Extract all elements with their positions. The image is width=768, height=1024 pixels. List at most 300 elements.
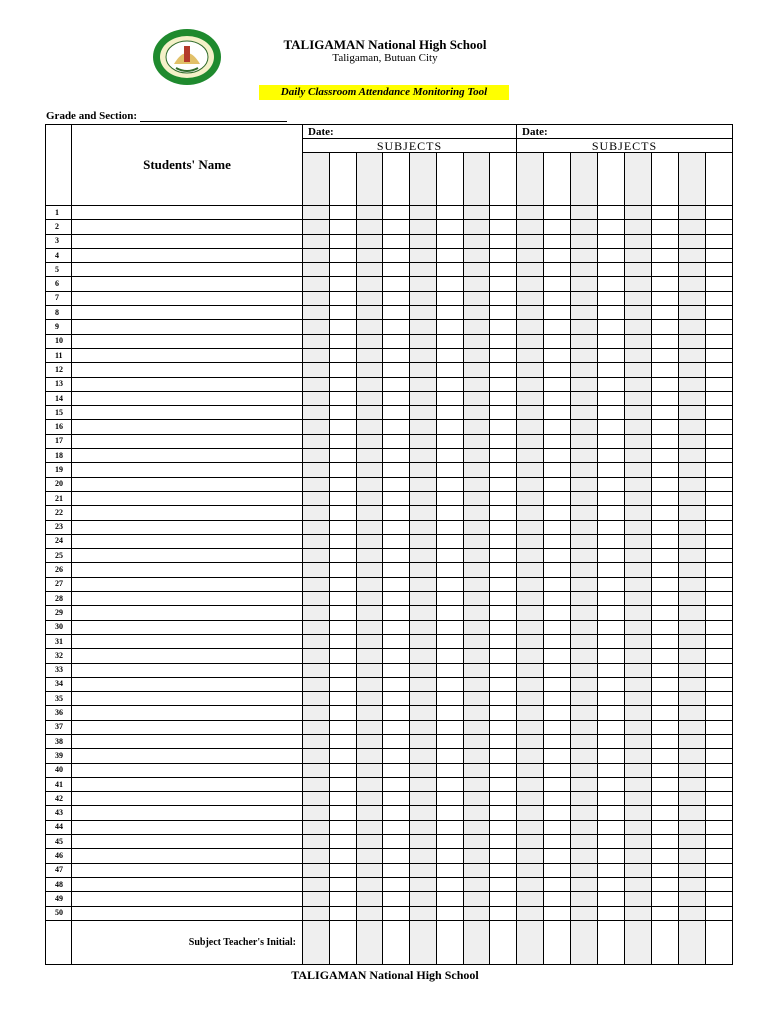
attendance-cell[interactable] xyxy=(598,777,625,791)
attendance-cell[interactable] xyxy=(544,777,571,791)
attendance-cell[interactable] xyxy=(383,463,410,477)
attendance-cell[interactable] xyxy=(490,320,517,334)
attendance-cell[interactable] xyxy=(706,391,733,405)
attendance-cell[interactable] xyxy=(383,520,410,534)
attendance-cell[interactable] xyxy=(490,449,517,463)
attendance-cell[interactable] xyxy=(517,449,544,463)
attendance-cell[interactable] xyxy=(463,649,490,663)
attendance-cell[interactable] xyxy=(571,749,598,763)
subject-name-cell[interactable] xyxy=(410,153,437,206)
attendance-cell[interactable] xyxy=(463,877,490,891)
attendance-cell[interactable] xyxy=(463,634,490,648)
student-name-cell[interactable] xyxy=(72,792,303,806)
attendance-cell[interactable] xyxy=(652,649,679,663)
attendance-cell[interactable] xyxy=(517,391,544,405)
grade-section-field[interactable] xyxy=(46,110,287,122)
attendance-cell[interactable] xyxy=(625,792,652,806)
attendance-cell[interactable] xyxy=(303,592,330,606)
attendance-cell[interactable] xyxy=(571,577,598,591)
attendance-cell[interactable] xyxy=(436,763,463,777)
attendance-cell[interactable] xyxy=(356,677,383,691)
attendance-cell[interactable] xyxy=(383,234,410,248)
attendance-cell[interactable] xyxy=(598,606,625,620)
attendance-cell[interactable] xyxy=(679,649,706,663)
attendance-cell[interactable] xyxy=(706,620,733,634)
attendance-cell[interactable] xyxy=(463,777,490,791)
attendance-cell[interactable] xyxy=(652,677,679,691)
attendance-cell[interactable] xyxy=(436,263,463,277)
attendance-cell[interactable] xyxy=(544,206,571,220)
attendance-cell[interactable] xyxy=(625,377,652,391)
attendance-cell[interactable] xyxy=(329,534,356,548)
attendance-cell[interactable] xyxy=(303,363,330,377)
attendance-cell[interactable] xyxy=(303,534,330,548)
attendance-cell[interactable] xyxy=(383,549,410,563)
attendance-cell[interactable] xyxy=(517,563,544,577)
attendance-cell[interactable] xyxy=(356,549,383,563)
attendance-cell[interactable] xyxy=(652,863,679,877)
attendance-cell[interactable] xyxy=(517,692,544,706)
attendance-cell[interactable] xyxy=(329,906,356,920)
attendance-cell[interactable] xyxy=(652,534,679,548)
attendance-cell[interactable] xyxy=(410,806,437,820)
attendance-cell[interactable] xyxy=(652,877,679,891)
attendance-cell[interactable] xyxy=(410,663,437,677)
attendance-cell[interactable] xyxy=(303,849,330,863)
attendance-cell[interactable] xyxy=(490,534,517,548)
attendance-cell[interactable] xyxy=(410,234,437,248)
attendance-cell[interactable] xyxy=(598,463,625,477)
attendance-cell[interactable] xyxy=(598,577,625,591)
attendance-cell[interactable] xyxy=(544,577,571,591)
attendance-cell[interactable] xyxy=(490,291,517,305)
attendance-cell[interactable] xyxy=(679,491,706,505)
attendance-cell[interactable] xyxy=(329,220,356,234)
attendance-cell[interactable] xyxy=(356,563,383,577)
attendance-cell[interactable] xyxy=(383,534,410,548)
attendance-cell[interactable] xyxy=(356,906,383,920)
attendance-cell[interactable] xyxy=(679,477,706,491)
attendance-cell[interactable] xyxy=(517,520,544,534)
attendance-cell[interactable] xyxy=(679,677,706,691)
attendance-cell[interactable] xyxy=(410,577,437,591)
attendance-cell[interactable] xyxy=(706,363,733,377)
attendance-cell[interactable] xyxy=(329,849,356,863)
attendance-cell[interactable] xyxy=(652,463,679,477)
attendance-cell[interactable] xyxy=(706,592,733,606)
grade-section-blank[interactable] xyxy=(140,110,287,122)
attendance-cell[interactable] xyxy=(410,306,437,320)
attendance-cell[interactable] xyxy=(410,348,437,362)
student-name-cell[interactable] xyxy=(72,734,303,748)
attendance-cell[interactable] xyxy=(303,420,330,434)
attendance-cell[interactable] xyxy=(356,206,383,220)
attendance-cell[interactable] xyxy=(356,234,383,248)
attendance-cell[interactable] xyxy=(625,220,652,234)
attendance-cell[interactable] xyxy=(490,220,517,234)
attendance-cell[interactable] xyxy=(571,777,598,791)
attendance-cell[interactable] xyxy=(517,491,544,505)
attendance-cell[interactable] xyxy=(679,291,706,305)
teacher-initial-cell[interactable] xyxy=(490,920,517,964)
attendance-cell[interactable] xyxy=(706,677,733,691)
attendance-cell[interactable] xyxy=(706,706,733,720)
attendance-cell[interactable] xyxy=(598,434,625,448)
attendance-cell[interactable] xyxy=(329,692,356,706)
attendance-cell[interactable] xyxy=(571,420,598,434)
attendance-cell[interactable] xyxy=(410,377,437,391)
attendance-cell[interactable] xyxy=(706,692,733,706)
attendance-cell[interactable] xyxy=(410,877,437,891)
attendance-cell[interactable] xyxy=(598,248,625,262)
attendance-cell[interactable] xyxy=(490,620,517,634)
attendance-cell[interactable] xyxy=(356,663,383,677)
attendance-cell[interactable] xyxy=(517,820,544,834)
attendance-cell[interactable] xyxy=(463,906,490,920)
subject-name-cell[interactable] xyxy=(544,153,571,206)
attendance-cell[interactable] xyxy=(383,206,410,220)
subject-name-cell[interactable] xyxy=(652,153,679,206)
attendance-cell[interactable] xyxy=(625,334,652,348)
attendance-cell[interactable] xyxy=(679,606,706,620)
student-name-cell[interactable] xyxy=(72,634,303,648)
attendance-cell[interactable] xyxy=(410,263,437,277)
attendance-cell[interactable] xyxy=(598,634,625,648)
attendance-cell[interactable] xyxy=(490,849,517,863)
attendance-cell[interactable] xyxy=(303,877,330,891)
attendance-cell[interactable] xyxy=(303,634,330,648)
attendance-cell[interactable] xyxy=(544,449,571,463)
attendance-cell[interactable] xyxy=(625,291,652,305)
attendance-cell[interactable] xyxy=(303,520,330,534)
attendance-cell[interactable] xyxy=(679,206,706,220)
attendance-cell[interactable] xyxy=(383,334,410,348)
attendance-cell[interactable] xyxy=(463,263,490,277)
attendance-cell[interactable] xyxy=(706,792,733,806)
attendance-cell[interactable] xyxy=(356,277,383,291)
attendance-cell[interactable] xyxy=(463,463,490,477)
attendance-cell[interactable] xyxy=(517,634,544,648)
attendance-cell[interactable] xyxy=(356,306,383,320)
attendance-cell[interactable] xyxy=(517,263,544,277)
attendance-cell[interactable] xyxy=(625,563,652,577)
attendance-cell[interactable] xyxy=(679,263,706,277)
attendance-cell[interactable] xyxy=(436,334,463,348)
attendance-cell[interactable] xyxy=(383,620,410,634)
attendance-cell[interactable] xyxy=(598,406,625,420)
attendance-cell[interactable] xyxy=(463,677,490,691)
teacher-initial-cell[interactable] xyxy=(679,920,706,964)
attendance-cell[interactable] xyxy=(625,692,652,706)
attendance-cell[interactable] xyxy=(383,434,410,448)
attendance-cell[interactable] xyxy=(490,477,517,491)
attendance-cell[interactable] xyxy=(517,277,544,291)
attendance-cell[interactable] xyxy=(625,777,652,791)
attendance-cell[interactable] xyxy=(544,406,571,420)
attendance-cell[interactable] xyxy=(329,892,356,906)
attendance-cell[interactable] xyxy=(544,563,571,577)
attendance-cell[interactable] xyxy=(706,463,733,477)
attendance-cell[interactable] xyxy=(652,506,679,520)
attendance-cell[interactable] xyxy=(383,220,410,234)
attendance-cell[interactable] xyxy=(383,663,410,677)
student-name-cell[interactable] xyxy=(72,520,303,534)
attendance-cell[interactable] xyxy=(463,234,490,248)
attendance-cell[interactable] xyxy=(598,234,625,248)
attendance-cell[interactable] xyxy=(625,592,652,606)
student-name-cell[interactable] xyxy=(72,348,303,362)
student-name-cell[interactable] xyxy=(72,377,303,391)
attendance-cell[interactable] xyxy=(356,477,383,491)
attendance-cell[interactable] xyxy=(303,563,330,577)
attendance-cell[interactable] xyxy=(652,549,679,563)
attendance-cell[interactable] xyxy=(571,792,598,806)
teacher-initial-cell[interactable] xyxy=(463,920,490,964)
attendance-cell[interactable] xyxy=(517,534,544,548)
attendance-cell[interactable] xyxy=(544,706,571,720)
attendance-cell[interactable] xyxy=(410,692,437,706)
attendance-cell[interactable] xyxy=(652,291,679,305)
attendance-cell[interactable] xyxy=(356,892,383,906)
attendance-cell[interactable] xyxy=(463,334,490,348)
teacher-initial-cell[interactable] xyxy=(410,920,437,964)
attendance-cell[interactable] xyxy=(652,849,679,863)
attendance-cell[interactable] xyxy=(410,248,437,262)
attendance-cell[interactable] xyxy=(490,820,517,834)
attendance-cell[interactable] xyxy=(410,506,437,520)
attendance-cell[interactable] xyxy=(410,777,437,791)
attendance-cell[interactable] xyxy=(383,849,410,863)
attendance-cell[interactable] xyxy=(706,749,733,763)
attendance-cell[interactable] xyxy=(544,835,571,849)
attendance-cell[interactable] xyxy=(706,549,733,563)
attendance-cell[interactable] xyxy=(383,606,410,620)
attendance-cell[interactable] xyxy=(303,306,330,320)
attendance-cell[interactable] xyxy=(679,720,706,734)
attendance-cell[interactable] xyxy=(625,763,652,777)
attendance-cell[interactable] xyxy=(410,634,437,648)
subject-name-cell[interactable] xyxy=(436,153,463,206)
attendance-cell[interactable] xyxy=(329,577,356,591)
attendance-cell[interactable] xyxy=(517,348,544,362)
attendance-cell[interactable] xyxy=(652,406,679,420)
attendance-cell[interactable] xyxy=(625,263,652,277)
attendance-cell[interactable] xyxy=(303,620,330,634)
attendance-cell[interactable] xyxy=(679,820,706,834)
attendance-cell[interactable] xyxy=(436,663,463,677)
attendance-cell[interactable] xyxy=(490,348,517,362)
attendance-cell[interactable] xyxy=(490,434,517,448)
attendance-cell[interactable] xyxy=(652,763,679,777)
attendance-cell[interactable] xyxy=(436,734,463,748)
student-name-cell[interactable] xyxy=(72,777,303,791)
attendance-cell[interactable] xyxy=(329,320,356,334)
attendance-cell[interactable] xyxy=(571,406,598,420)
attendance-cell[interactable] xyxy=(383,363,410,377)
attendance-cell[interactable] xyxy=(463,763,490,777)
attendance-cell[interactable] xyxy=(571,534,598,548)
attendance-cell[interactable] xyxy=(517,806,544,820)
teacher-initial-cell[interactable] xyxy=(329,920,356,964)
attendance-cell[interactable] xyxy=(463,577,490,591)
attendance-cell[interactable] xyxy=(436,406,463,420)
attendance-cell[interactable] xyxy=(598,520,625,534)
attendance-cell[interactable] xyxy=(383,649,410,663)
student-name-cell[interactable] xyxy=(72,749,303,763)
teacher-initial-cell[interactable] xyxy=(356,920,383,964)
attendance-cell[interactable] xyxy=(652,706,679,720)
attendance-cell[interactable] xyxy=(436,563,463,577)
attendance-cell[interactable] xyxy=(679,348,706,362)
attendance-cell[interactable] xyxy=(706,306,733,320)
attendance-cell[interactable] xyxy=(517,463,544,477)
attendance-cell[interactable] xyxy=(463,549,490,563)
attendance-cell[interactable] xyxy=(544,820,571,834)
attendance-cell[interactable] xyxy=(383,720,410,734)
attendance-cell[interactable] xyxy=(383,634,410,648)
attendance-cell[interactable] xyxy=(463,534,490,548)
attendance-cell[interactable] xyxy=(356,835,383,849)
attendance-cell[interactable] xyxy=(356,849,383,863)
attendance-cell[interactable] xyxy=(329,463,356,477)
attendance-cell[interactable] xyxy=(598,906,625,920)
attendance-cell[interactable] xyxy=(706,220,733,234)
attendance-cell[interactable] xyxy=(544,377,571,391)
attendance-cell[interactable] xyxy=(410,477,437,491)
attendance-cell[interactable] xyxy=(463,320,490,334)
date-cell-2[interactable] xyxy=(517,125,733,139)
attendance-cell[interactable] xyxy=(463,291,490,305)
attendance-cell[interactable] xyxy=(679,892,706,906)
attendance-cell[interactable] xyxy=(303,863,330,877)
attendance-cell[interactable] xyxy=(517,477,544,491)
attendance-cell[interactable] xyxy=(571,720,598,734)
student-name-cell[interactable] xyxy=(72,763,303,777)
attendance-cell[interactable] xyxy=(303,606,330,620)
attendance-cell[interactable] xyxy=(410,749,437,763)
attendance-cell[interactable] xyxy=(329,363,356,377)
attendance-cell[interactable] xyxy=(652,363,679,377)
attendance-cell[interactable] xyxy=(356,534,383,548)
attendance-cell[interactable] xyxy=(571,663,598,677)
teacher-initial-cell[interactable] xyxy=(436,920,463,964)
attendance-cell[interactable] xyxy=(463,835,490,849)
attendance-cell[interactable] xyxy=(490,634,517,648)
student-name-cell[interactable] xyxy=(72,491,303,505)
attendance-cell[interactable] xyxy=(463,734,490,748)
student-name-cell[interactable] xyxy=(72,606,303,620)
attendance-cell[interactable] xyxy=(517,320,544,334)
attendance-cell[interactable] xyxy=(706,248,733,262)
attendance-cell[interactable] xyxy=(410,391,437,405)
attendance-cell[interactable] xyxy=(356,391,383,405)
attendance-cell[interactable] xyxy=(652,234,679,248)
attendance-cell[interactable] xyxy=(463,820,490,834)
attendance-cell[interactable] xyxy=(598,820,625,834)
attendance-cell[interactable] xyxy=(598,620,625,634)
attendance-cell[interactable] xyxy=(329,277,356,291)
attendance-cell[interactable] xyxy=(436,592,463,606)
attendance-cell[interactable] xyxy=(652,220,679,234)
attendance-cell[interactable] xyxy=(652,334,679,348)
attendance-cell[interactable] xyxy=(356,334,383,348)
attendance-cell[interactable] xyxy=(598,291,625,305)
attendance-cell[interactable] xyxy=(652,420,679,434)
attendance-cell[interactable] xyxy=(625,806,652,820)
attendance-cell[interactable] xyxy=(625,234,652,248)
attendance-cell[interactable] xyxy=(463,849,490,863)
attendance-cell[interactable] xyxy=(463,806,490,820)
attendance-cell[interactable] xyxy=(571,463,598,477)
attendance-cell[interactable] xyxy=(303,649,330,663)
attendance-cell[interactable] xyxy=(436,248,463,262)
attendance-cell[interactable] xyxy=(706,649,733,663)
attendance-cell[interactable] xyxy=(303,763,330,777)
attendance-cell[interactable] xyxy=(571,892,598,906)
attendance-cell[interactable] xyxy=(410,563,437,577)
attendance-cell[interactable] xyxy=(490,506,517,520)
attendance-cell[interactable] xyxy=(356,706,383,720)
attendance-cell[interactable] xyxy=(652,449,679,463)
attendance-cell[interactable] xyxy=(356,763,383,777)
attendance-cell[interactable] xyxy=(463,892,490,906)
attendance-cell[interactable] xyxy=(517,377,544,391)
attendance-cell[interactable] xyxy=(598,806,625,820)
attendance-cell[interactable] xyxy=(303,449,330,463)
attendance-cell[interactable] xyxy=(517,649,544,663)
attendance-cell[interactable] xyxy=(303,892,330,906)
attendance-cell[interactable] xyxy=(303,706,330,720)
attendance-cell[interactable] xyxy=(356,434,383,448)
subject-name-cell[interactable] xyxy=(356,153,383,206)
student-name-cell[interactable] xyxy=(72,449,303,463)
attendance-cell[interactable] xyxy=(490,777,517,791)
attendance-cell[interactable] xyxy=(436,877,463,891)
attendance-cell[interactable] xyxy=(706,835,733,849)
attendance-cell[interactable] xyxy=(679,620,706,634)
attendance-cell[interactable] xyxy=(598,391,625,405)
attendance-cell[interactable] xyxy=(329,291,356,305)
attendance-cell[interactable] xyxy=(463,477,490,491)
attendance-cell[interactable] xyxy=(625,506,652,520)
subject-name-cell[interactable] xyxy=(463,153,490,206)
attendance-cell[interactable] xyxy=(383,263,410,277)
attendance-cell[interactable] xyxy=(517,592,544,606)
subject-name-cell[interactable] xyxy=(706,153,733,206)
attendance-cell[interactable] xyxy=(329,649,356,663)
attendance-cell[interactable] xyxy=(329,520,356,534)
student-name-cell[interactable] xyxy=(72,334,303,348)
attendance-cell[interactable] xyxy=(652,434,679,448)
attendance-cell[interactable] xyxy=(598,206,625,220)
attendance-cell[interactable] xyxy=(571,849,598,863)
attendance-cell[interactable] xyxy=(436,620,463,634)
attendance-cell[interactable] xyxy=(410,720,437,734)
attendance-cell[interactable] xyxy=(490,906,517,920)
attendance-cell[interactable] xyxy=(410,677,437,691)
attendance-cell[interactable] xyxy=(598,663,625,677)
attendance-cell[interactable] xyxy=(598,334,625,348)
attendance-cell[interactable] xyxy=(517,877,544,891)
attendance-cell[interactable] xyxy=(463,692,490,706)
student-name-cell[interactable] xyxy=(72,320,303,334)
attendance-cell[interactable] xyxy=(410,820,437,834)
attendance-cell[interactable] xyxy=(517,849,544,863)
attendance-cell[interactable] xyxy=(303,906,330,920)
attendance-cell[interactable] xyxy=(410,277,437,291)
attendance-cell[interactable] xyxy=(706,320,733,334)
attendance-cell[interactable] xyxy=(383,892,410,906)
